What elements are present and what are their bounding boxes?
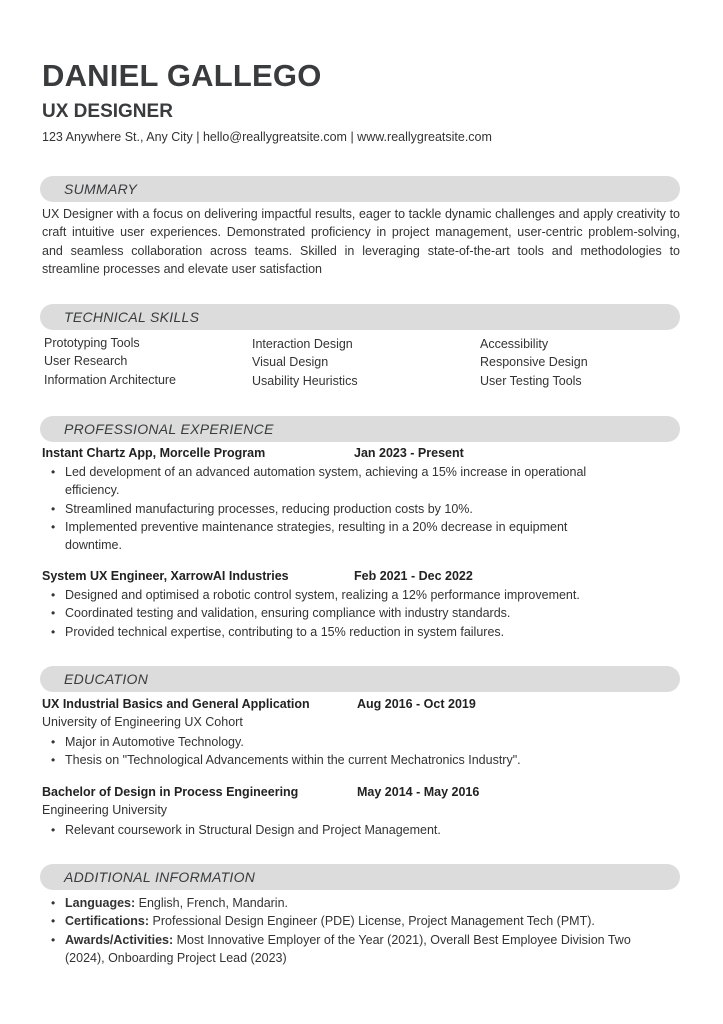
experience-heading: PROFESSIONAL EXPERIENCE xyxy=(64,421,274,437)
job-dates-1: Jan 2023 - Present xyxy=(354,446,464,460)
contact-line: 123 Anywhere St., Any City | hello@reallygreatsite.com | www.reallygreatsite.com xyxy=(42,130,492,144)
skill-item: Information Architecture xyxy=(44,372,177,387)
list-item xyxy=(42,912,642,930)
additional-heading: ADDITIONAL INFORMATION xyxy=(64,869,256,885)
degree-bullets-2 xyxy=(42,821,682,839)
summary-section-header xyxy=(40,176,680,202)
skills-column-2 xyxy=(252,335,358,390)
degree-bullets-1 xyxy=(42,733,682,770)
degree-title-2: Bachelor of Design in Process Engineering xyxy=(42,785,299,799)
skill-item: Usability Heuristics xyxy=(252,373,358,388)
job-dates-2: Feb 2021 - Dec 2022 xyxy=(354,569,473,583)
list-item: • Streamlined manufacturing processes, reducing production costs by 10%. xyxy=(42,500,622,518)
item-label: Certifications: xyxy=(65,914,150,929)
item-text: Most Innovative Employer of the Year (2021), Overall Best Employee Division Two (2024), Onboarding Project Lead (2023) xyxy=(65,932,631,965)
item-text: English, French, Mandarin. xyxy=(135,896,289,910)
skills-column-3 xyxy=(480,335,588,390)
additional-bullets xyxy=(42,894,642,967)
experience-section-header xyxy=(40,416,680,442)
school-name-1: University of Engineering UX Cohort xyxy=(42,715,243,729)
list-item: • Relevant coursework in Structural Design and Project Management. xyxy=(42,821,682,839)
skill-item: Visual Design xyxy=(252,355,329,370)
summary-heading: SUMMARY xyxy=(64,181,138,197)
education-section-header xyxy=(40,666,680,692)
item-label: Awards/Activities: xyxy=(65,932,174,947)
job-title-2: System UX Engineer, XarrowAI Industries xyxy=(42,569,289,583)
list-item xyxy=(42,931,642,968)
list-item: • Designed and optimised a robotic control system, realizing a 12% performance improvement. xyxy=(42,586,662,604)
list-item: • Major in Automotive Technology. xyxy=(42,733,682,751)
degree-title-1: UX Industrial Basics and General Application xyxy=(42,697,310,711)
job-title: UX DESIGNER xyxy=(42,101,173,122)
degree-dates-1: Aug 2016 - Oct 2019 xyxy=(357,697,476,711)
job-title-1: Instant Chartz App, Morcelle Program xyxy=(42,446,266,460)
item-label: Languages: xyxy=(65,896,136,910)
list-item xyxy=(42,894,642,912)
school-name-2: Engineering University xyxy=(42,803,168,817)
education-heading: EDUCATION xyxy=(64,671,149,687)
item-text: Professional Design Engineer (PDE) License, Project Management Tech (PMT). xyxy=(149,914,595,929)
skill-item: Responsive Design xyxy=(480,355,588,370)
list-item: • Provided technical expertise, contributing to a 15% reduction in system failures. xyxy=(42,623,662,641)
additional-section-header xyxy=(40,864,680,890)
candidate-name: DANIEL GALLEGO xyxy=(42,58,322,93)
job-bullets-2 xyxy=(42,586,662,641)
list-item: • Thesis on "Technological Advancements within the current Mechatronics Industry". xyxy=(42,751,682,769)
skills-column-1 xyxy=(44,334,176,389)
degree-dates-2: May 2014 - May 2016 xyxy=(357,785,480,799)
skill-item: User Testing Tools xyxy=(480,373,582,388)
list-item: • Implemented preventive maintenance strategies, resulting in a 20% decrease in equipment downtime. xyxy=(42,518,622,555)
summary-text: UX Designer with a focus on delivering impactful results, eager to tackle dynamic challenges and apply creativity to craft intuitive user experiences. Demonstrated proficiency in project management, user-centric problem-solving, and seamless collaboration across teams. Skilled in leveraging state-of-the-art tools and methodologies to streamline processes and elevate user satisfaction xyxy=(42,207,680,276)
job-bullets-1 xyxy=(42,463,622,554)
skill-item: User Research xyxy=(44,354,128,369)
skill-item: Accessibility xyxy=(480,337,549,351)
list-item: • Coordinated testing and validation, ensuring compliance with industry standards. xyxy=(42,604,662,622)
skill-item: Prototyping Tools xyxy=(44,336,140,350)
skills-section-header xyxy=(40,304,680,330)
list-item: • Led development of an advanced automation system, achieving a 15% increase in operational efficiency. xyxy=(42,463,622,500)
skills-heading: TECHNICAL SKILLS xyxy=(64,309,200,325)
skill-item: Interaction Design xyxy=(252,337,353,351)
